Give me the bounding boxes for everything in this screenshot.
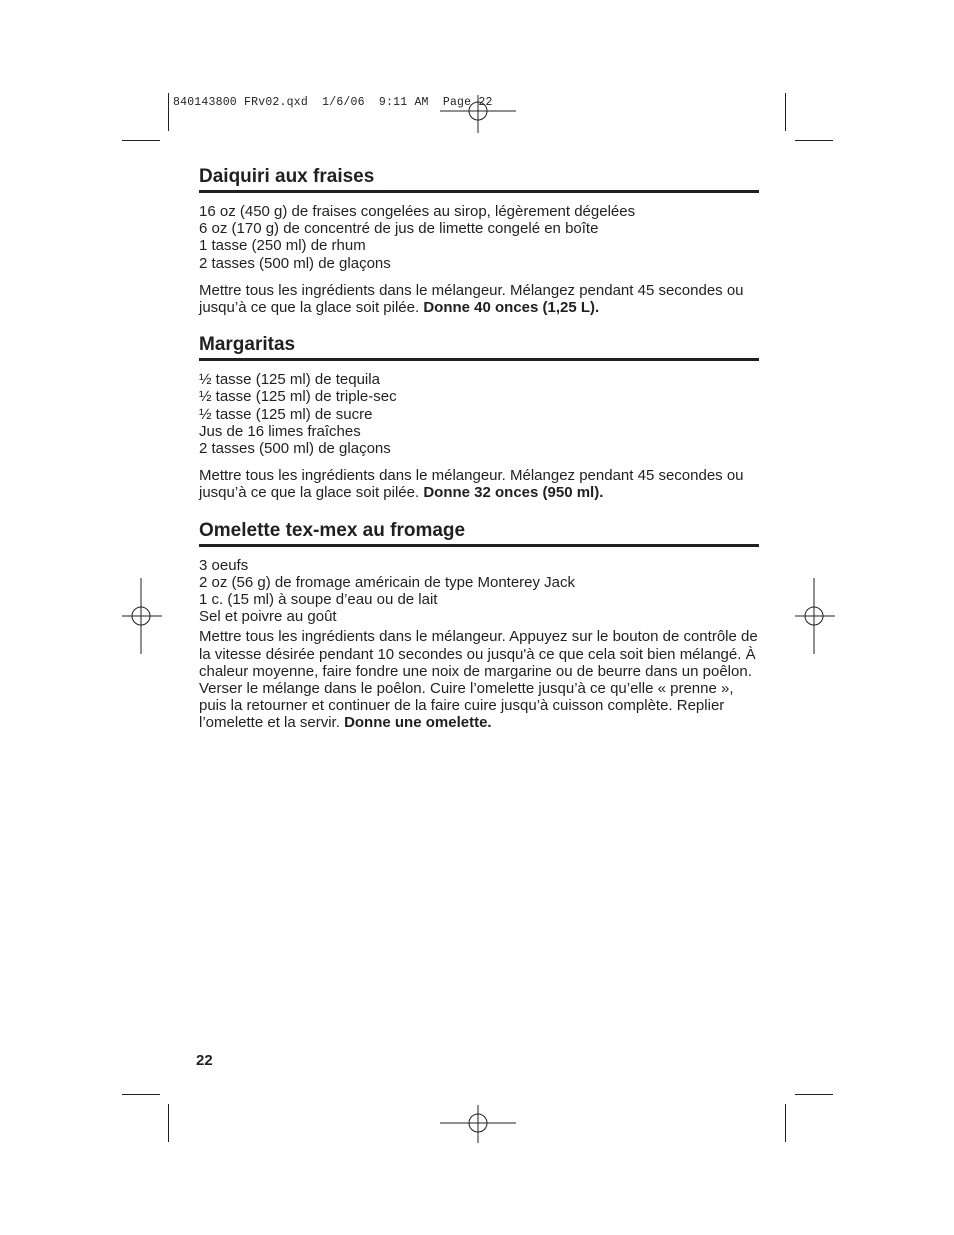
page-number: 22 (196, 1052, 213, 1069)
recipe-daiquiri (199, 165, 759, 316)
ingredient-item: 2 tasses (500 ml) de glaçons (199, 254, 391, 272)
instructions-text: Mettre tous les ingrédients dans le mélangeur. Appuyez sur le bouton de contrôle de la vitesse désirée pendant 10 secondes ou jusqu'à ce que cela soit bien mélangé. À chaleur moyenne, faire fondre une noix de margarine ou de beurre dans un poêlon. Verser le mélange dans le poêlon. Cuire l’omelette jusqu’à ce qu’elle « prenne », puis la retourner et continuer de la faire cuire jusqu’à cuisson complète. Replier l’omelette et la servir. (199, 628, 758, 732)
ingredient-item: ½ tasse (125 ml) de sucre (199, 405, 373, 423)
crop-mark-bottom-left-h (122, 1094, 160, 1095)
printer-slug: 840143800 FRv02.qxd 1/6/06 9:11 AM Page 22 (173, 96, 493, 109)
ingredient-list (199, 557, 759, 626)
recipe-title: Margaritas (199, 333, 759, 361)
recipe-title: Omelette tex-mex au fromage (199, 519, 759, 547)
ingredient-item: 1 tasse (250 ml) de rhum (199, 237, 366, 255)
recipe-instructions (199, 282, 759, 316)
crop-mark-top-left-v (168, 93, 169, 131)
registration-mark-top-icon (440, 95, 516, 135)
registration-mark-right-icon (795, 578, 835, 654)
ingredient-item: Jus de 16 limes fraîches (199, 422, 361, 440)
ingredient-item: 3 oeufs (199, 556, 249, 574)
ingredient-item: ½ tasse (125 ml) de tequila (199, 371, 380, 389)
recipe-instructions (199, 628, 759, 731)
recipe-yield: Donne 40 onces (1,25 L). (423, 299, 600, 317)
recipe-yield: Donne une omelette. (344, 714, 492, 732)
ingredient-item: 2 oz (56 g) de fromage américain de type Monterey Jack (199, 573, 576, 591)
instructions-text: Mettre tous les ingrédients dans le mélangeur. Mélangez pendant 45 secondes ou jusqu’à ce que la glace soit pilée. (199, 281, 744, 317)
recipe-yield: Donne 32 onces (950 ml). (423, 484, 604, 502)
ingredient-list (199, 371, 759, 457)
crop-mark-top-right-v (785, 93, 786, 131)
instructions-text: Mettre tous les ingrédients dans le mélangeur. Mélangez pendant 45 secondes ou jusqu’à ce que la glace soit pilée. (199, 467, 744, 502)
recipe-omelette (199, 519, 759, 732)
crop-mark-top-right-h (795, 140, 833, 141)
registration-mark-bottom-icon (440, 1105, 516, 1145)
recipe-margaritas (199, 333, 759, 501)
crop-mark-top-left-h (122, 140, 160, 141)
ingredient-list (199, 203, 759, 272)
crop-mark-bottom-right-v (785, 1104, 786, 1142)
ingredient-item: 2 tasses (500 ml) de glaçons (199, 440, 391, 458)
registration-mark-left-icon (122, 578, 162, 654)
ingredient-item: ½ tasse (125 ml) de triple-sec (199, 388, 397, 406)
crop-mark-bottom-left-v (168, 1104, 169, 1142)
ingredient-item: 1 c. (15 ml) à soupe d’eau ou de lait (199, 591, 438, 609)
recipe-content (199, 165, 759, 732)
ingredient-item: 6 oz (170 g) de concentré de jus de limette congelé en boîte (199, 220, 599, 238)
crop-mark-bottom-right-h (795, 1094, 833, 1095)
recipe-title: Daiquiri aux fraises (199, 165, 759, 193)
recipe-instructions (199, 467, 759, 501)
ingredient-item: 16 oz (450 g) de fraises congelées au sirop, légèrement dégelées (199, 203, 636, 220)
ingredient-item: Sel et poivre au goût (199, 608, 337, 626)
